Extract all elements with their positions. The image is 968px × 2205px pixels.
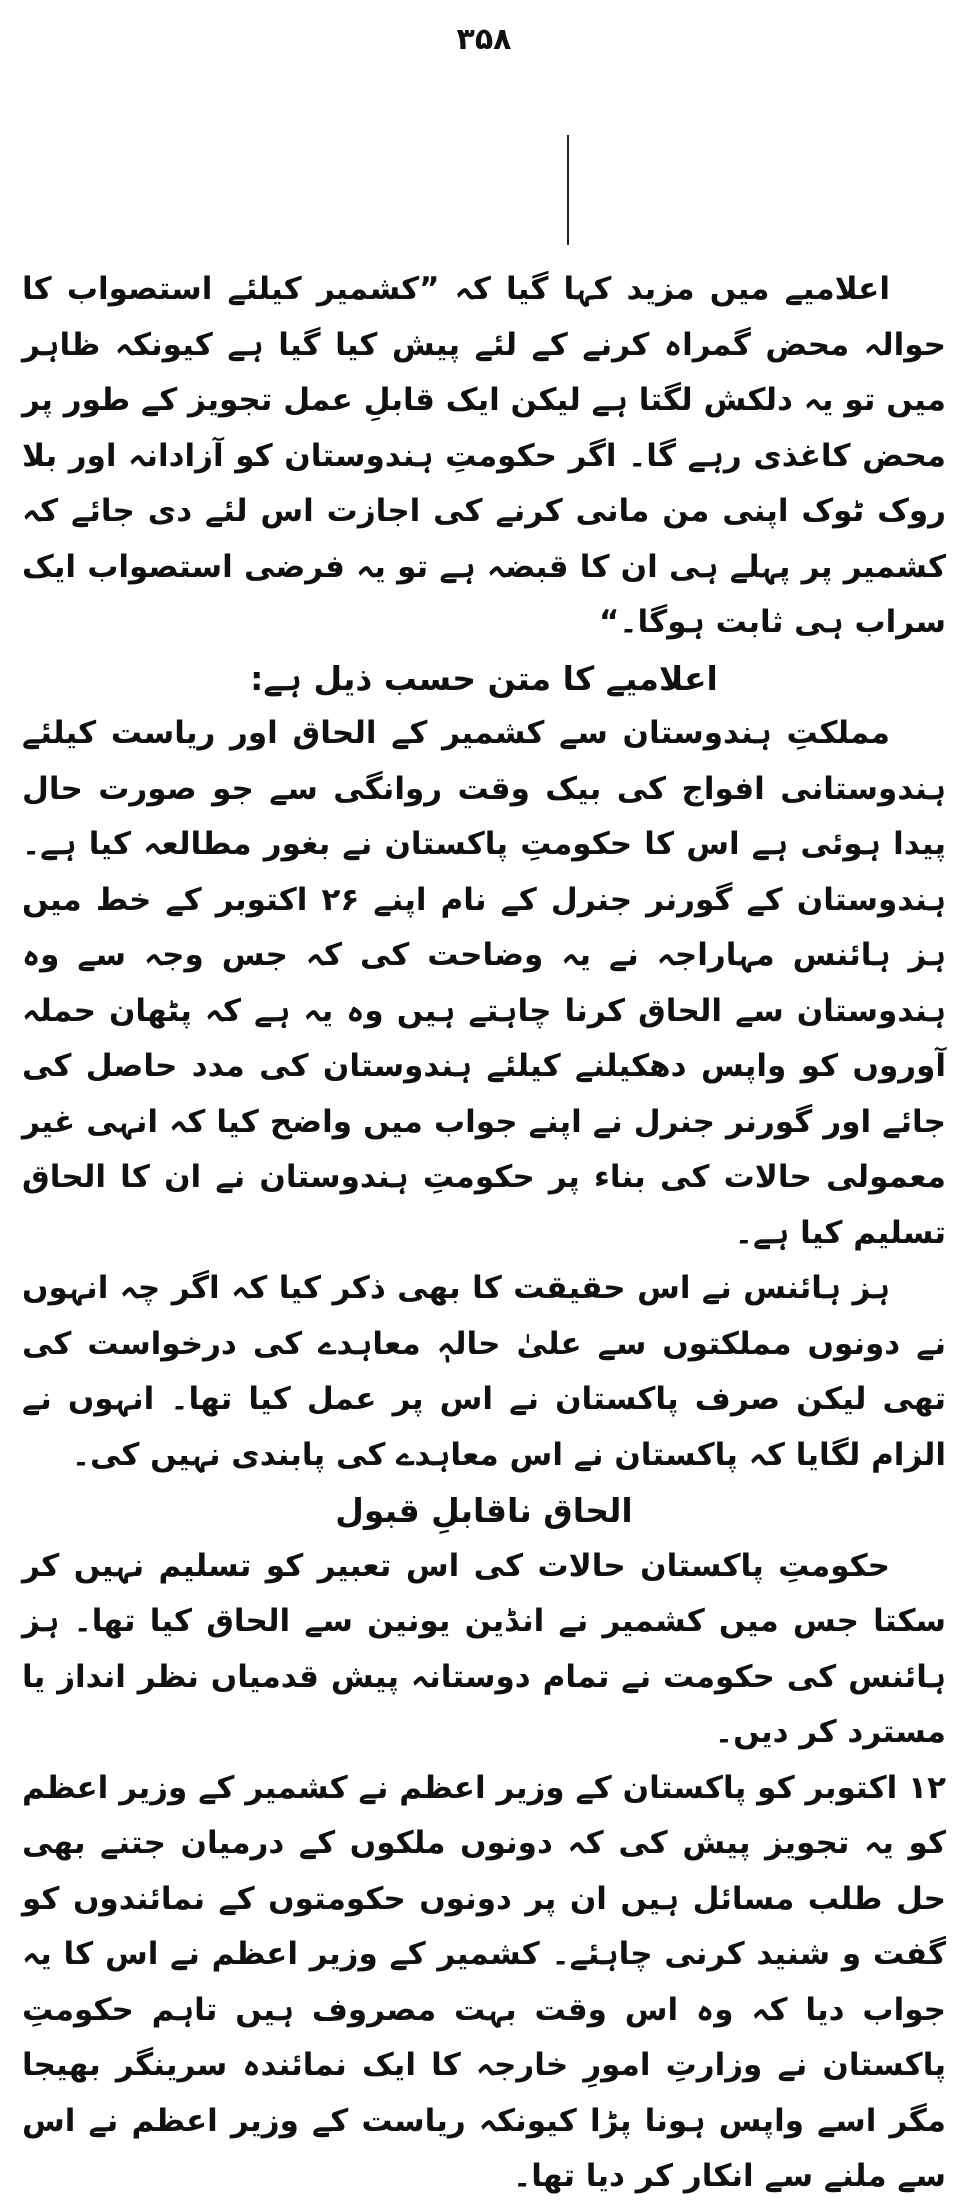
paragraph-accession-situation: مملکتِ ہندوستان سے کشمیر کے الحاق اور ریاست کیلئے ہندوستانی افواج کی بیک وقت روانگی سے جو صورت حال پیدا ہوئی ہے اس کا حکومتِ پاکستان نے بغور مطالعہ کیا ہے۔ ہندوستان کے گورنر جنرل کے نام اپنے ۲۶ اکتوبر کے خط میں ہز ہائنس مہاراجہ نے یہ وضاحت کی کہ جس وجہ سے وہ ہندوستان سے الحاق کرنا چاہتے ہیں وہ یہ ہے کہ پٹھان حملہ آوروں کو واپس دھکیلنے کیلئے ہندوستان کی مدد حاصل کی جائے اور گورنر جنرل نے اپنے جواب میں واضح کیا کہ انہی غیر معمولی حالات کی بناء پر حکومتِ ہندوستان نے ان کا الحاق تسلیم کیا ہے۔	[22, 715, 946, 1251]
paragraph-standstill-agreement: ہز ہائنس نے اس حقیقت کا بھی ذکر کیا کہ اگر چہ انہوں نے دونوں مملکتوں سے علیٰ حالہٖ معاہدے کی درخواست کی تھی لیکن صرف پاکستان نے اس پر عمل کیا تھا۔ انہوں نے الزام لگایا کہ پاکستان نے اس معاہدے کی پابندی نہیں کی۔	[22, 1270, 946, 1473]
paragraph-october-12-proposal: ۱۲ اکتوبر کو پاکستان کے وزیر اعظم نے کشمیر کے وزیر اعظم کو یہ تجویز پیش کی کہ دونوں ملکوں کے درمیان جتنے بھی حل طلب مسائل ہیں ان پر دونوں حکومتوں کے نمائندوں کو گفت و شنید کرنی چاہئے۔ کشمیر کے وزیر اعظم نے اس کا یہ جواب دیا کہ وہ اس وقت بہت مصروف ہیں تاہم حکومتِ پاکستان نے وزارتِ امورِ خارجہ کا ایک نمائندہ سرینگر بھیجا مگر اسے واپس ہونا پڑا کیونکہ ریاست کے وزیر اعظم نے اس سے ملنے سے انکار کر دیا تھا۔	[22, 1769, 946, 2194]
paragraph-declaration-quote: اعلامیے میں مزید کہا گیا کہ ”کشمیر کیلئے استصواب کا حوالہ محض گمراہ کرنے کے لئے پیش کیا گیا ہے کیونکہ ظاہر میں تو یہ دلکش لگتا ہے لیکن ایک قابلِ عمل تجویز کے طور پر محض کاغذی رہے گا۔ اگر حکومتِ ہندوستان کو آزادانہ اور بلا روک ٹوک اپنی من مانی کرنے کی اجازت اس لئے دی جائے کہ کشمیر پر پہلے ہی ان کا قبضہ ہے تو یہ فرضی استصواب ایک سراب ہی ثابت ہوگا۔“	[22, 271, 946, 640]
heading-declaration-text: اعلامیے کا متن حسب ذیل ہے:	[250, 658, 718, 698]
paragraph-pakistan-position: حکومتِ پاکستان حالات کی اس تعبیر کو تسلیم نہیں کر سکتا جس میں کشمیر نے انڈین یونین سے الحاق کیا تھا۔ ہز ہائنس کی حکومت نے تمام دوستانہ پیش قدمیاں نظر انداز یا مسترد کر دیں۔	[22, 1547, 946, 1750]
heading-accession-unacceptable: الحاق ناقابلِ قبول	[335, 1491, 633, 1530]
scan-mark	[567, 135, 569, 245]
body-text	[22, 262, 946, 2205]
page-number: ۳۵۸	[456, 22, 512, 57]
